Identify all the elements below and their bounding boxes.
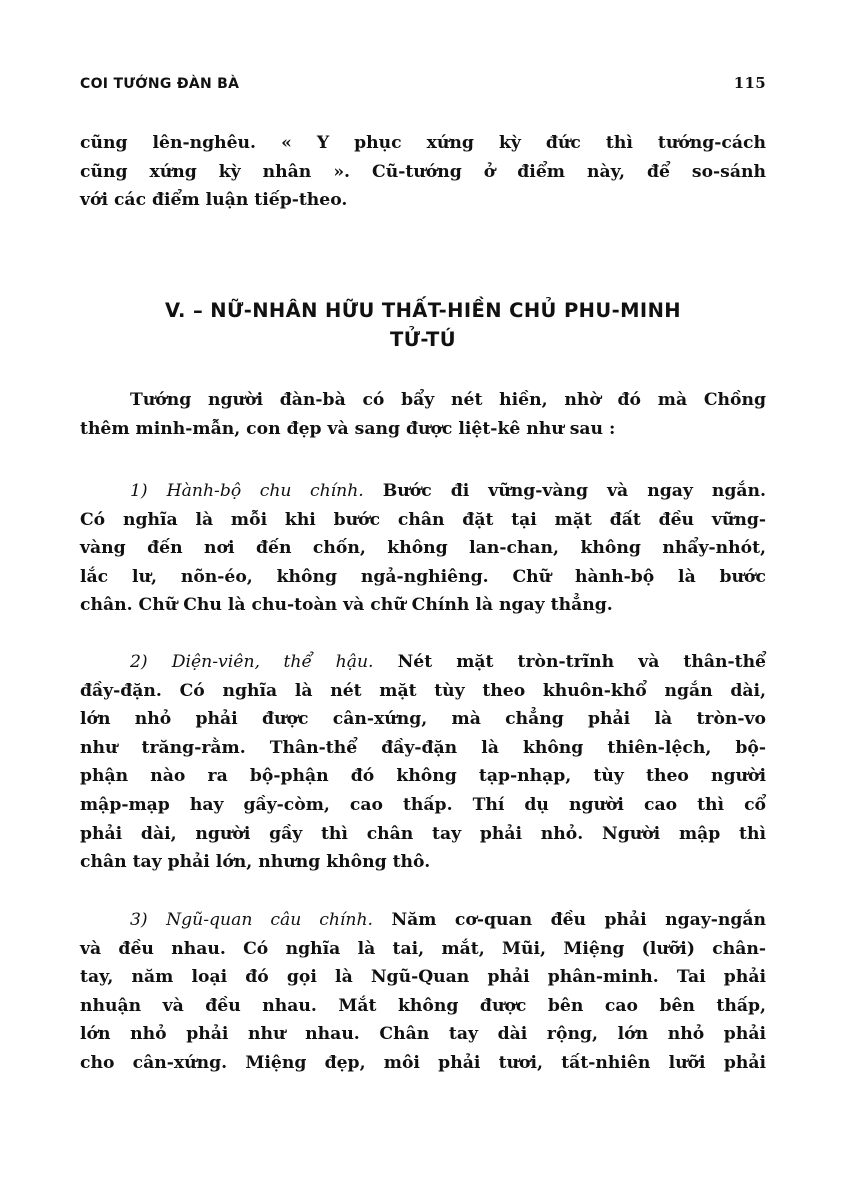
item-number: 1) <box>130 481 148 501</box>
text-line: cho cân-xứng. Miệng đẹp, môi phải tươi, tất-nhiên lưỡi phải <box>80 1052 766 1073</box>
item-term: Ngũ-quan câu chính. <box>166 910 373 930</box>
item-text: Bước đi vững-vàng và ngay ngắn. <box>382 481 766 501</box>
item-first-line <box>80 906 766 935</box>
intro-paragraph <box>80 129 766 215</box>
section-heading-line-1: V. – NỮ-NHÂN HỮU THẤT-HIỀN CHỦ PHU-MINH <box>164 299 682 322</box>
running-head-title: COI TƯỚNG ĐÀN BÀ <box>80 76 240 92</box>
text-line: Tướng người đàn-bà có bẩy nét hiền, nhờ đó mà Chồng <box>130 390 766 410</box>
item-number: 3) <box>130 910 148 930</box>
text-line: như trăng-rằm. Thân-thể đầy-đặn là không thiên-lệch, bộ- <box>80 737 766 758</box>
text-line: đầy-đặn. Có nghĩa là nét mặt tùy theo khuôn-khổ ngắn dài, <box>80 680 766 701</box>
text-line: phận nào ra bộ-phận đó không tạp-nhạp, tùy theo người <box>80 766 766 787</box>
text-line: lớn nhỏ phải được cân-xứng, mà chẳng phải là tròn-vo <box>80 709 766 730</box>
section-heading <box>80 296 766 354</box>
text-line: cũng xứng kỳ nhân ». Cũ-tướng ở điểm này, để so-sánh <box>80 161 766 182</box>
text-line: mập-mạp hay gầy-còm, cao thấp. Thí dụ người cao thì cổ <box>80 794 766 815</box>
item-term: Diện-viên, thể hậu. <box>171 652 374 672</box>
item-term: Hành-bộ chu chính. <box>166 481 364 501</box>
section-heading-line-2: TỬ-TÚ <box>390 328 456 351</box>
text-line: thêm minh-mẫn, con đẹp và sang được liệt-kê như sau : <box>80 418 616 439</box>
text-line: và đều nhau. Có nghĩa là tai, mắt, Mũi, Miệng (lưỡi) chân- <box>80 938 766 959</box>
text-line: phải dài, người gầy thì chân tay phải nhỏ. Người mập thì <box>80 823 766 844</box>
text-line: cũng lên-nghêu. « Y phục xứng kỳ đức thì tướng-cách <box>80 133 766 153</box>
item-text: Năm cơ-quan đều phải ngay-ngắn <box>391 910 767 930</box>
text-line: vàng đến nơi đến chốn, không lan-chan, không nhẩy-nhót, <box>80 538 766 559</box>
text-line: tay, năm loại đó gọi là Ngũ-Quan phải phân-minh. Tai phải <box>80 967 766 988</box>
text-line: chân. Chữ Chu là chu-toàn và chữ Chính là ngay thẳng. <box>80 595 613 616</box>
text-line: Có nghĩa là mỗi khi bước chân đặt tại mặt đất đều vững- <box>80 509 766 530</box>
item-1 <box>80 477 766 620</box>
lead-paragraph <box>80 386 766 443</box>
item-text: Nét mặt tròn-trĩnh và thân-thể <box>397 652 766 672</box>
text-line: chân tay phải lớn, nhưng không thô. <box>80 852 431 873</box>
running-head <box>80 74 766 92</box>
item-2 <box>80 648 766 877</box>
item-3 <box>80 906 766 1078</box>
item-first-line <box>80 648 766 677</box>
item-first-line <box>80 477 766 506</box>
page-number: 115 <box>733 74 766 92</box>
text-line: lớn nhỏ phải như nhau. Chân tay dài rộng, lớn nhỏ phải <box>80 1024 766 1045</box>
text-line: nhuận và đều nhau. Mắt không được bên cao bên thấp, <box>80 995 766 1016</box>
text-line: với các điểm luận tiếp-theo. <box>80 190 348 211</box>
item-number: 2) <box>130 652 148 672</box>
text-line: lắc lư, nõn-éo, không ngả-nghiêng. Chữ hành-bộ là bước <box>80 566 766 587</box>
